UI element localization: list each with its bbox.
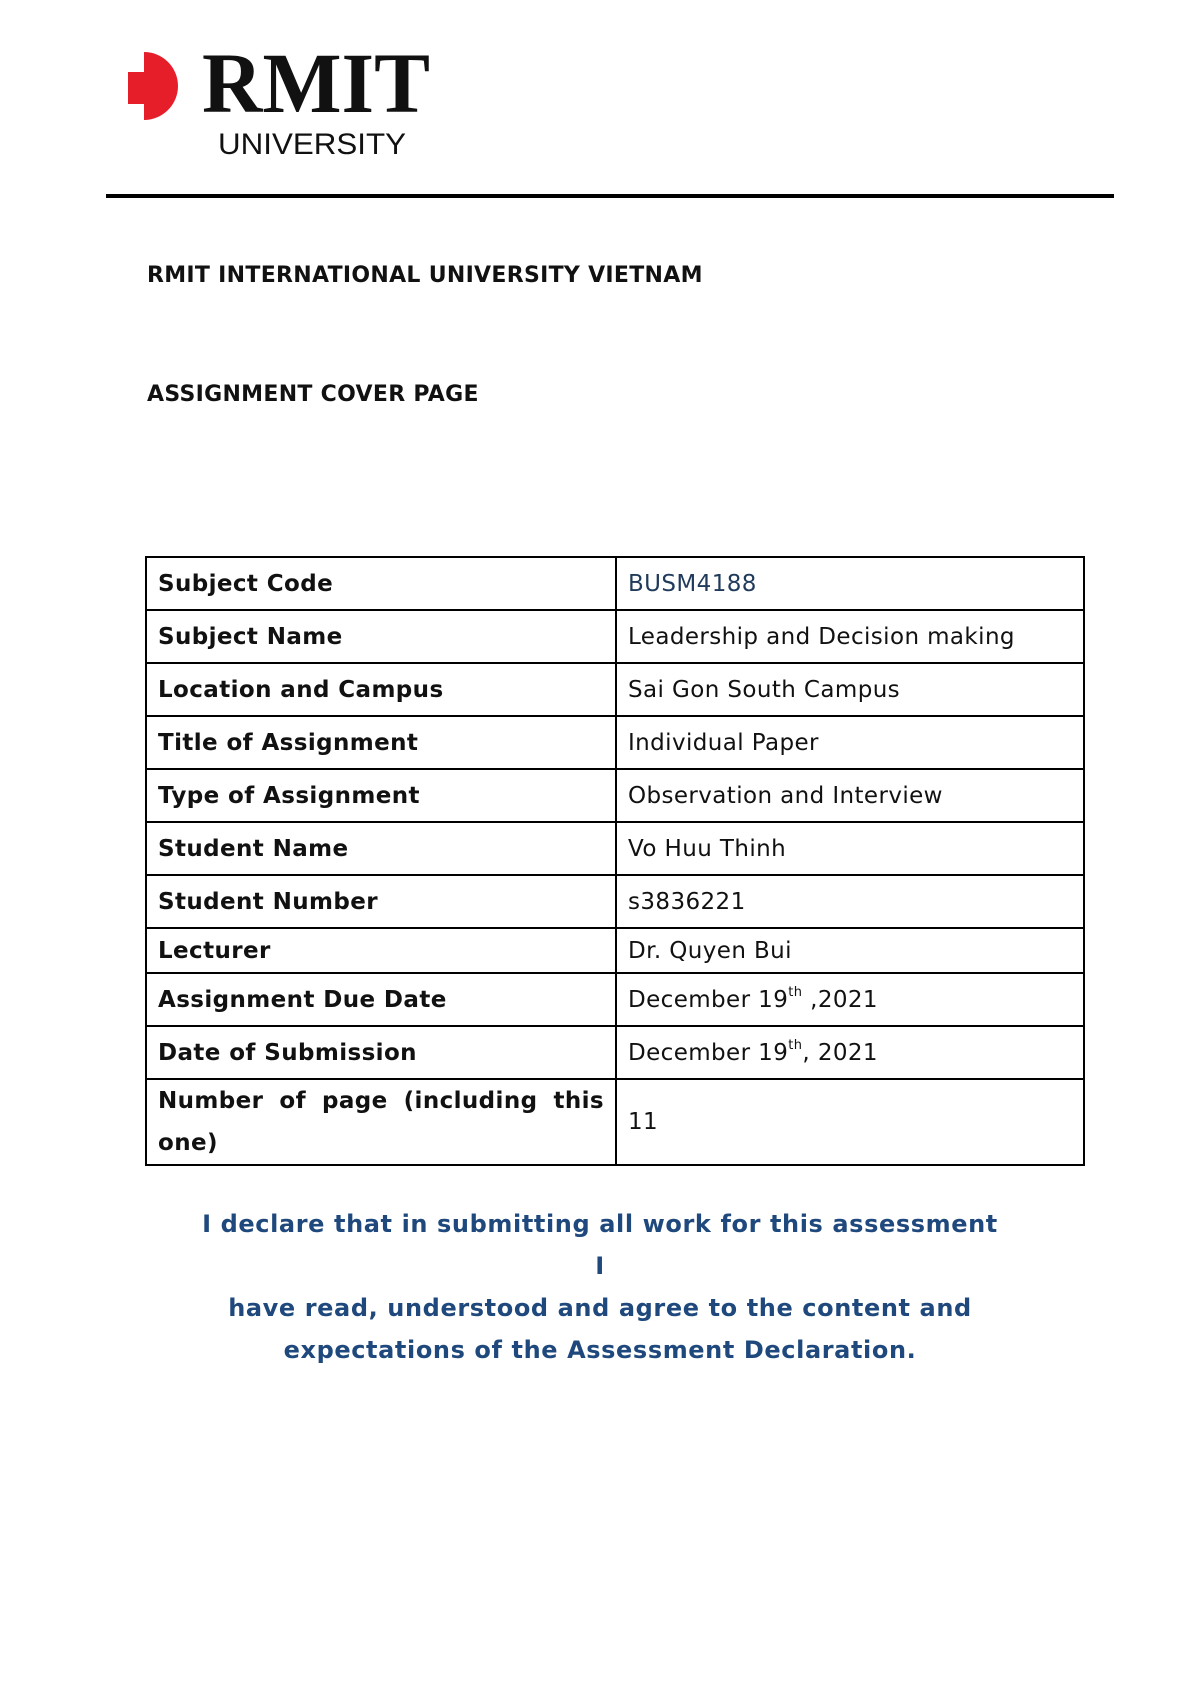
table-row (146, 769, 1084, 822)
declaration-line: have read, understood and agree to the content and (228, 1294, 972, 1322)
date-text: December 19 (628, 986, 789, 1013)
table-row (146, 928, 1084, 973)
row-value (616, 1026, 1084, 1079)
table-row (146, 663, 1084, 716)
row-label: Student Name (146, 822, 616, 875)
row-label: Lecturer (146, 928, 616, 973)
cover-info-table (145, 556, 1085, 1166)
table-row (146, 610, 1084, 663)
table-row (146, 1079, 1084, 1165)
row-value: Leadership and Decision making (616, 610, 1084, 663)
table-row (146, 973, 1084, 1026)
svg-text:UNIVERSITY: UNIVERSITY (218, 128, 406, 160)
table-row (146, 716, 1084, 769)
table-row (146, 822, 1084, 875)
declaration-line: expectations of the Assessment Declaration. (283, 1336, 917, 1364)
row-value: BUSM4188 (616, 557, 1084, 610)
table-row (146, 1026, 1084, 1079)
row-label: Location and Campus (146, 663, 616, 716)
svg-text:RMIT: RMIT (202, 48, 430, 131)
row-label: Assignment Due Date (146, 973, 616, 1026)
page-title: ASSIGNMENT COVER PAGE (147, 382, 479, 407)
date-ordinal: th (788, 984, 803, 1000)
row-value (616, 973, 1084, 1026)
row-value: Vo Huu Thinh (616, 822, 1084, 875)
assessment-declaration (200, 1203, 1000, 1371)
declaration-line: I declare that in submitting all work for this assessment I (202, 1210, 998, 1280)
row-label: Subject Code (146, 557, 616, 610)
row-value: Sai Gon South Campus (616, 663, 1084, 716)
row-value: 11 (616, 1079, 1084, 1165)
row-value: Individual Paper (616, 716, 1084, 769)
row-value: Dr. Quyen Bui (616, 928, 1084, 973)
row-label: Date of Submission (146, 1026, 616, 1079)
date-year: , 2021 (802, 1039, 878, 1066)
row-label: Student Number (146, 875, 616, 928)
header-divider (106, 194, 1114, 198)
date-ordinal: th (788, 1037, 803, 1053)
date-year: ,2021 (802, 986, 878, 1013)
table-row (146, 557, 1084, 610)
row-label: Subject Name (146, 610, 616, 663)
institution-heading: RMIT INTERNATIONAL UNIVERSITY VIETNAM (147, 263, 703, 288)
row-label: Type of Assignment (146, 769, 616, 822)
rmit-logo (128, 48, 448, 160)
row-label: Number of page (including this one) (146, 1079, 616, 1165)
rmit-logo-icon (128, 48, 448, 160)
row-label: Title of Assignment (146, 716, 616, 769)
table-row (146, 875, 1084, 928)
date-text: December 19 (628, 1039, 789, 1066)
row-value: Observation and Interview (616, 769, 1084, 822)
row-value: s3836221 (616, 875, 1084, 928)
